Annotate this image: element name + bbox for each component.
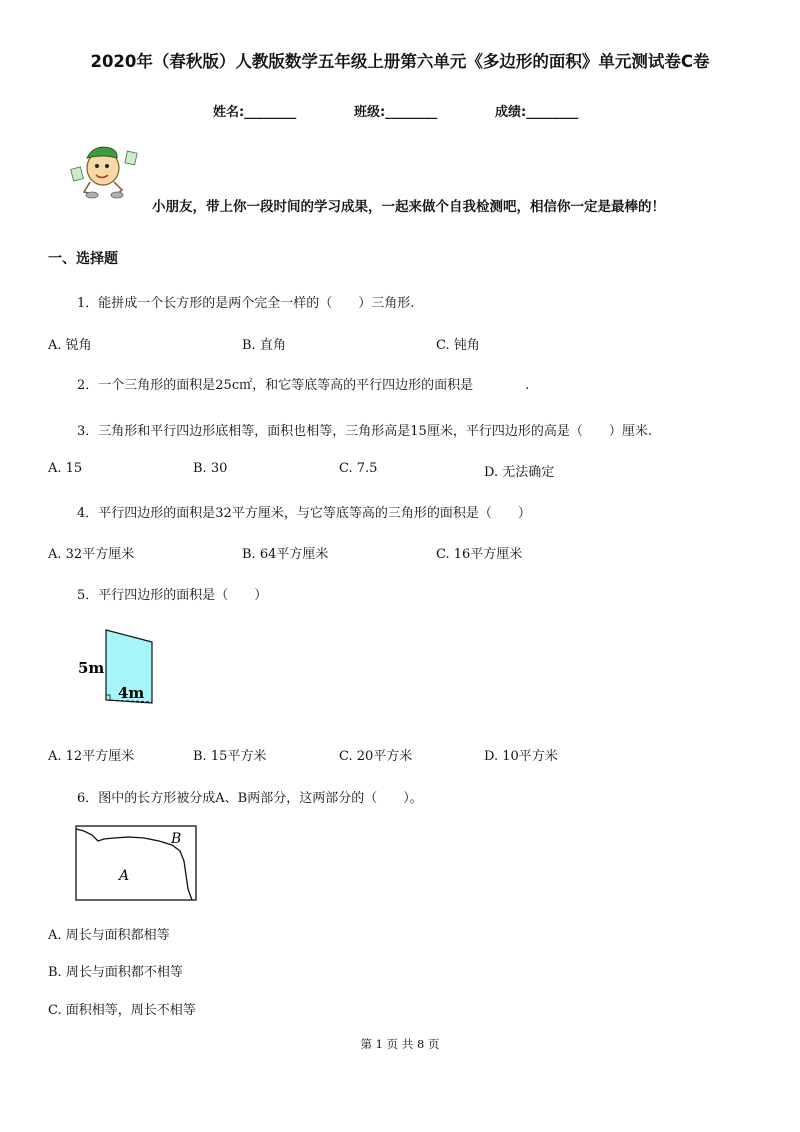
name-field[interactable]: 姓名:________ bbox=[213, 105, 297, 120]
mascot-illustration bbox=[70, 138, 140, 200]
q1-option-a[interactable]: A. 锐角 bbox=[48, 338, 92, 353]
q5-option-c[interactable]: C. 20平方米 bbox=[339, 749, 413, 764]
q5-option-d[interactable]: D. 10平方米 bbox=[484, 749, 558, 764]
question-5: 5．平行四边形的面积是（ ） bbox=[77, 588, 268, 603]
region-a-label: A bbox=[119, 868, 130, 884]
question-4: 4．平行四边形的面积是32平方厘米，与它等底等高的三角形的面积是（ ） bbox=[77, 506, 531, 521]
base-label: 4m bbox=[118, 684, 145, 702]
question-3: 3．三角形和平行四边形底相等，面积也相等，三角形高是15厘米，平行四边形的高是（ ）厘米. bbox=[77, 424, 652, 439]
q4-option-a[interactable]: A. 32平方厘米 bbox=[48, 547, 135, 562]
q1-option-b[interactable]: B. 直角 bbox=[242, 338, 286, 353]
q5-option-b[interactable]: B. 15平方米 bbox=[193, 749, 267, 764]
page-title: 2020年（春秋版）人教版数学五年级上册第六单元《多边形的面积》单元测试卷C卷 bbox=[90, 52, 710, 71]
q6-option-a[interactable]: A. 周长与面积都相等 bbox=[48, 928, 170, 943]
parallelogram-figure bbox=[74, 625, 164, 710]
q1-option-c[interactable]: C. 钝角 bbox=[436, 338, 480, 353]
q4-option-c[interactable]: C. 16平方厘米 bbox=[436, 547, 523, 562]
q3-option-d[interactable]: D. 无法确定 bbox=[484, 465, 555, 480]
q3-option-a[interactable]: A. 15 bbox=[48, 461, 83, 476]
q6-option-b[interactable]: B. 周长与面积都不相等 bbox=[48, 965, 183, 980]
question-1: 1．能拼成一个长方形的是两个完全一样的（ ）三角形. bbox=[77, 296, 415, 311]
score-field[interactable]: 成绩:________ bbox=[495, 105, 579, 120]
height-label: 5m bbox=[78, 659, 105, 677]
page-footer: 第 1 页 共 8 页 bbox=[360, 1037, 440, 1051]
question-2: 2．一个三角形的面积是25c㎡，和它等底等高的平行四边形的面积是 . bbox=[77, 378, 530, 393]
q3-option-c[interactable]: C. 7.5 bbox=[339, 461, 378, 476]
rectangle-split-figure bbox=[74, 823, 200, 903]
q5-option-a[interactable]: A. 12平方厘米 bbox=[48, 749, 135, 764]
q4-option-b[interactable]: B. 64平方厘米 bbox=[242, 547, 329, 562]
region-b-label: B bbox=[171, 831, 182, 847]
section-heading: 一、选择题 bbox=[48, 251, 118, 267]
question-6: 6．图中的长方形被分成A、B两部分，这两部分的（ ）。 bbox=[77, 791, 423, 806]
q6-option-c[interactable]: C. 面积相等，周长不相等 bbox=[48, 1003, 196, 1018]
intro-text: 小朋友，带上你一段时间的学习成果，一起来做个自我检测吧，相信你一定是最棒的！ bbox=[152, 199, 665, 215]
q3-option-b[interactable]: B. 30 bbox=[193, 461, 228, 476]
class-field[interactable]: 班级:________ bbox=[354, 105, 438, 120]
